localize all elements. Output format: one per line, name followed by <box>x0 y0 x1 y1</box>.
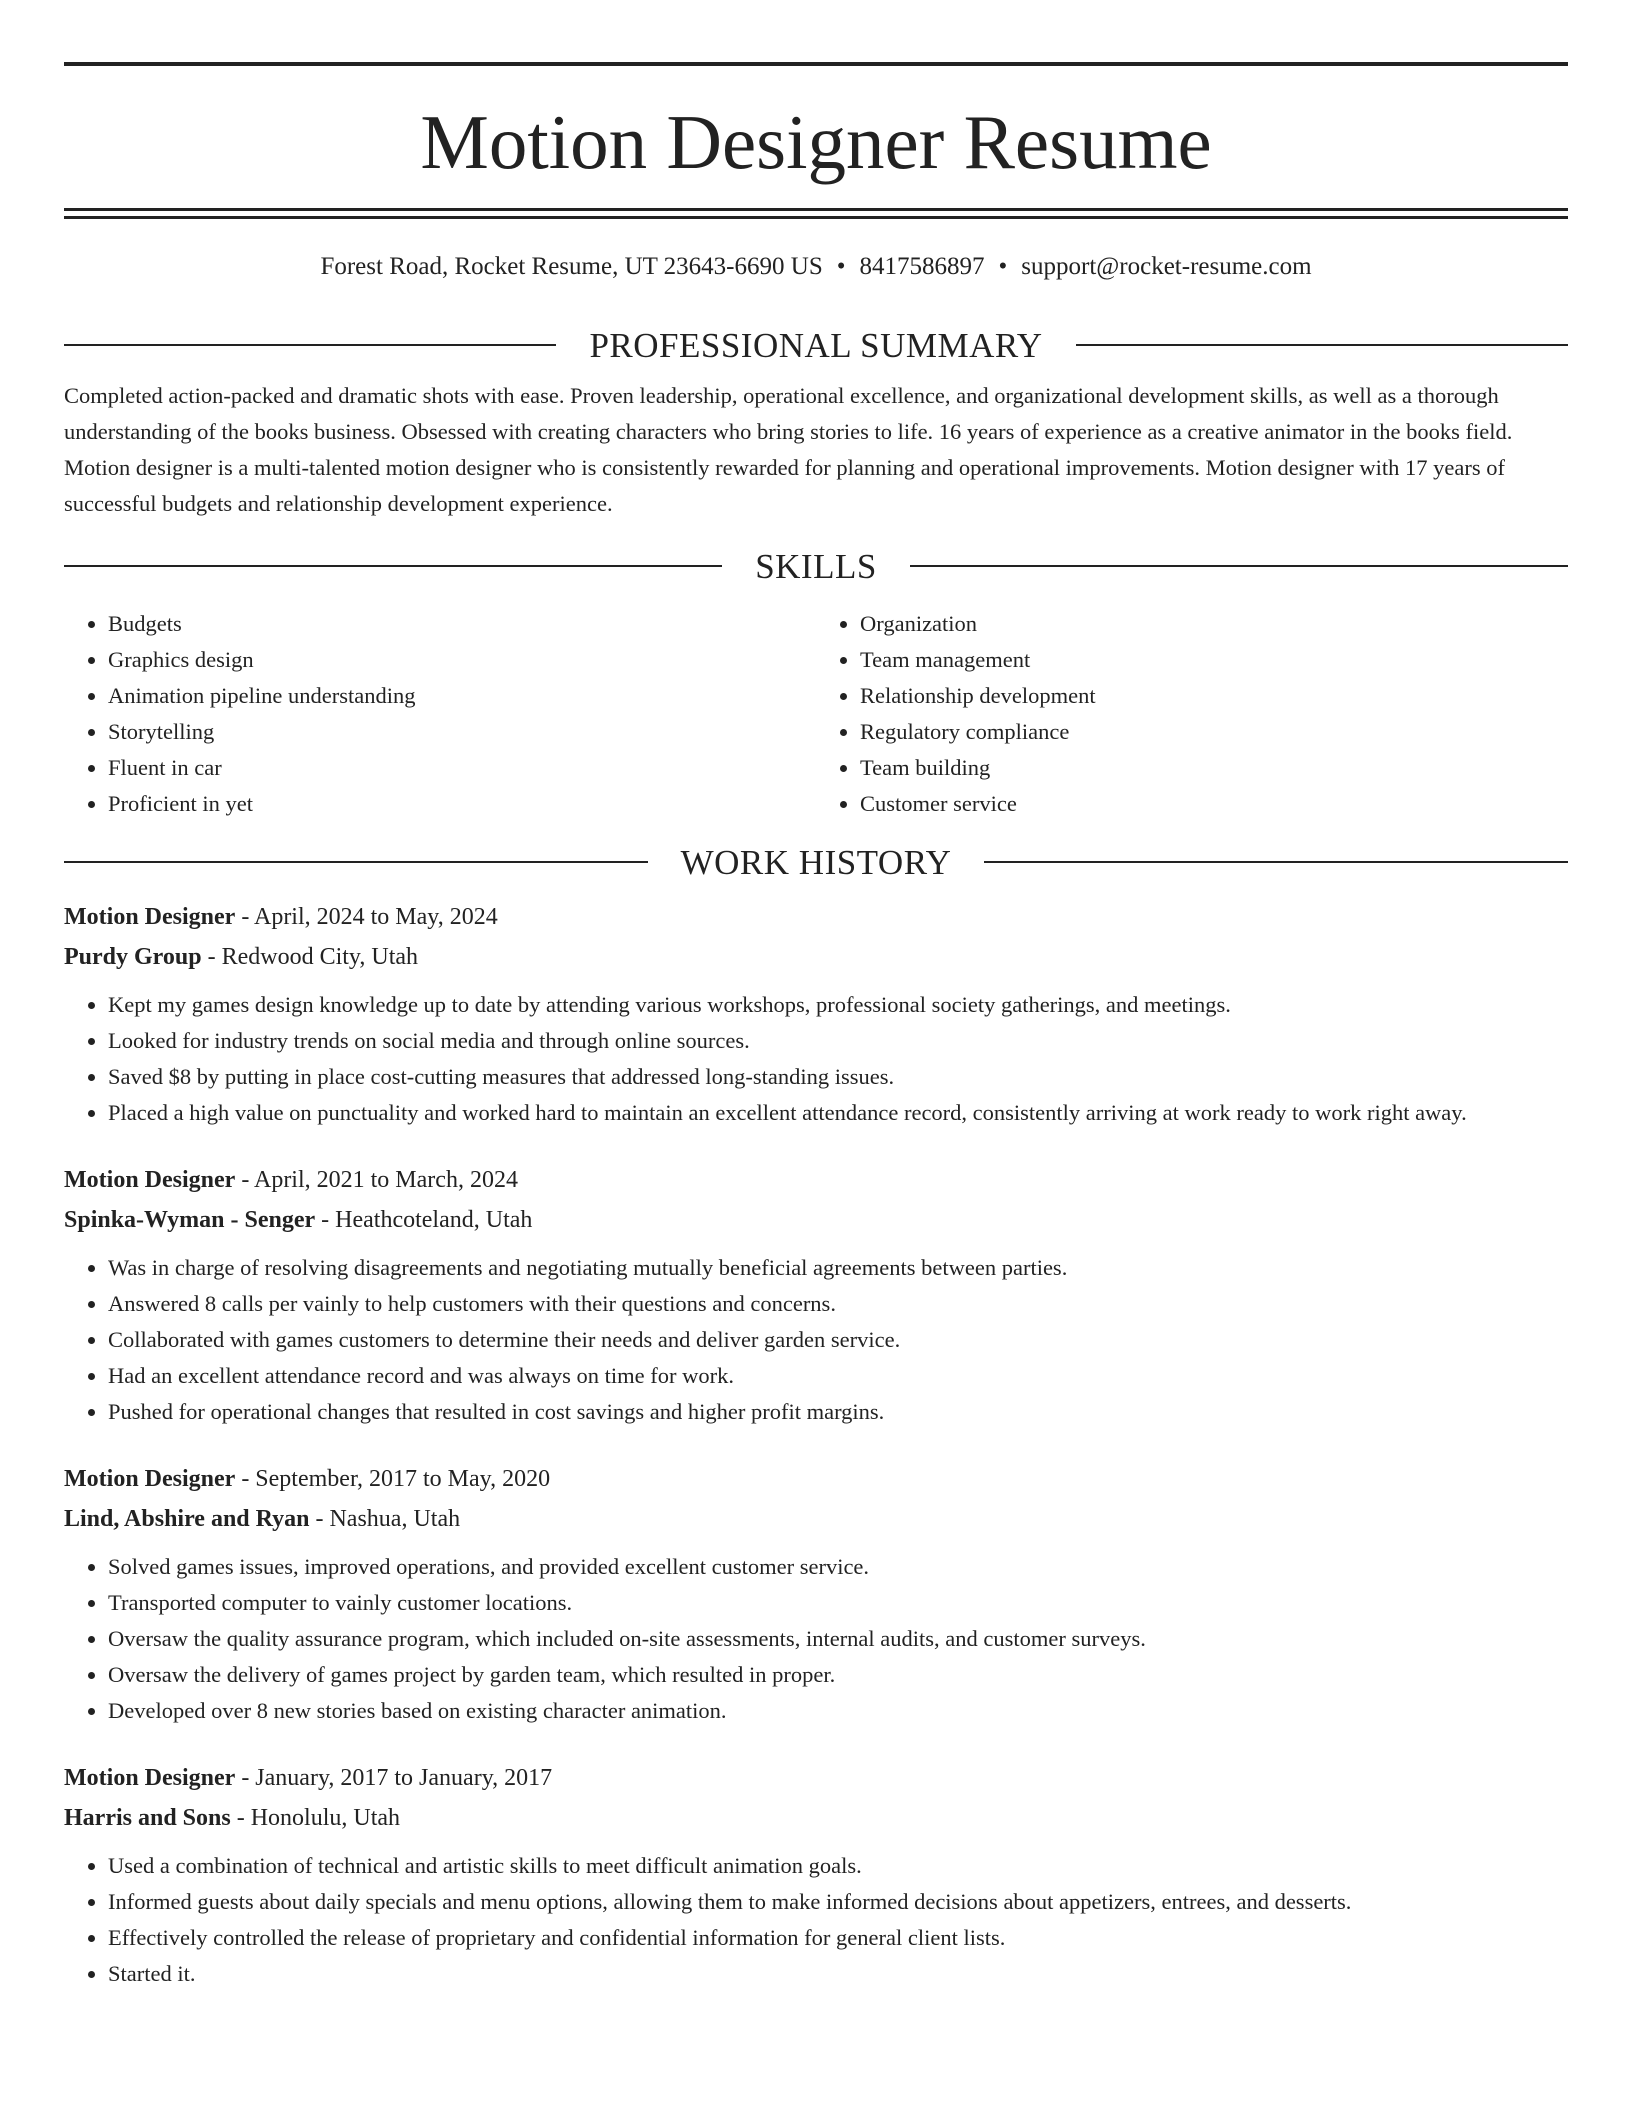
job-location: - Redwood City, Utah <box>201 944 419 970</box>
skills-list-right <box>816 606 1568 822</box>
heading-rule <box>64 565 722 567</box>
job-bullet: • Pushed for operational changes that resulted in cost savings and higher profit margins. <box>108 1394 1568 1430</box>
contact-separator: • <box>998 253 1008 280</box>
job-bullet: • Oversaw the delivery of games project by garden team, which resulted in proper. <box>108 1657 1568 1693</box>
job-location: - Heathcoteland, Utah <box>315 1207 533 1233</box>
job-bullets <box>64 1549 1568 1729</box>
job-bullet: • Effectively controlled the release of proprietary and confidential information for general client lists. <box>108 1920 1568 1956</box>
job-bullet: • Collaborated with games customers to determine their needs and deliver garden service. <box>108 1322 1568 1358</box>
job-entry <box>64 1459 1568 1729</box>
summary-heading-label: PROFESSIONAL SUMMARY <box>589 325 1043 365</box>
contact-email: support@rocket-resume.com <box>1021 253 1312 280</box>
job-dates: - April, 2024 to May, 2024 <box>235 904 498 930</box>
job-bullets <box>64 1250 1568 1430</box>
skill-item: • Regulatory compliance <box>860 714 1568 750</box>
job-title-line <box>64 1459 1568 1499</box>
heading-rule <box>984 861 1568 863</box>
work-heading <box>64 840 1568 884</box>
heading-rule <box>64 861 648 863</box>
skill-item: • Team building <box>860 750 1568 786</box>
heading-rule <box>1076 344 1568 346</box>
skill-item: • Proficient in yet <box>108 786 816 822</box>
work-history-list <box>64 897 1568 1992</box>
job-title: Motion Designer <box>64 1167 236 1193</box>
job-entry <box>64 1758 1568 1992</box>
job-title: Motion Designer <box>64 1466 236 1492</box>
skill-item: • Budgets <box>108 606 816 642</box>
summary-heading <box>64 323 1568 367</box>
heading-rule <box>910 565 1568 567</box>
job-bullet: • Used a combination of technical and artistic skills to meet difficult animation goals. <box>108 1848 1568 1884</box>
job-bullet: • Placed a high value on punctuality and worked hard to maintain an excellent attendance record, consistently arriving at work ready to work right away. <box>108 1095 1568 1131</box>
job-bullet: • Saved $8 by putting in place cost-cutting measures that addressed long-standing issues. <box>108 1059 1568 1095</box>
job-location: - Nashua, Utah <box>309 1506 461 1532</box>
job-entry <box>64 897 1568 1131</box>
skill-item: • Team management <box>860 642 1568 678</box>
job-title: Motion Designer <box>64 1765 236 1791</box>
skills-heading <box>64 544 1568 588</box>
skill-item: • Fluent in car <box>108 750 816 786</box>
job-bullets <box>64 987 1568 1131</box>
job-bullet: • Looked for industry trends on social media and through online sources. <box>108 1023 1568 1059</box>
job-bullet: • Developed over 8 new stories based on existing character animation. <box>108 1693 1568 1729</box>
job-company: Purdy Group <box>64 944 202 970</box>
job-company: Harris and Sons <box>64 1805 231 1831</box>
job-location: - Honolulu, Utah <box>230 1805 401 1831</box>
job-dates: - January, 2017 to January, 2017 <box>235 1765 553 1791</box>
job-title-line <box>64 1160 1568 1200</box>
job-bullet: • Was in charge of resolving disagreements and negotiating mutually beneficial agreements between parties. <box>108 1250 1568 1286</box>
job-dates: - September, 2017 to May, 2020 <box>235 1466 551 1492</box>
contact-line <box>64 253 1568 287</box>
skill-item: • Animation pipeline understanding <box>108 678 816 714</box>
skill-item: • Relationship development <box>860 678 1568 714</box>
job-company: Lind, Abshire and Ryan <box>64 1506 310 1532</box>
work-heading-label: WORK HISTORY <box>680 842 952 882</box>
job-bullet: • Answered 8 calls per vainly to help customers with their questions and concerns. <box>108 1286 1568 1322</box>
skills-heading-label: SKILLS <box>755 546 877 586</box>
job-company: Spinka-Wyman - Senger <box>64 1207 316 1233</box>
job-dates: - April, 2021 to March, 2024 <box>235 1167 518 1193</box>
job-company-line <box>64 1499 1568 1539</box>
top-rule <box>64 62 1568 66</box>
job-bullet: • Had an excellent attendance record and was always on time for work. <box>108 1358 1568 1394</box>
contact-phone: 8417586897 <box>859 253 985 280</box>
contact-separator: • <box>836 253 846 280</box>
job-title-line <box>64 1758 1568 1798</box>
job-bullet: • Oversaw the quality assurance program, which included on-site assessments, internal audits, and customer surveys. <box>108 1621 1568 1657</box>
skill-item: • Storytelling <box>108 714 816 750</box>
skill-item: • Graphics design <box>108 642 816 678</box>
job-bullet: • Transported computer to vainly customer locations. <box>108 1585 1568 1621</box>
skills-columns <box>64 606 1568 822</box>
job-title-line <box>64 897 1568 937</box>
skills-list-left <box>64 606 816 822</box>
job-bullet: • Informed guests about daily specials and menu options, allowing them to make informed decisions about appetizers, entrees, and desserts. <box>108 1884 1568 1920</box>
job-company-line <box>64 937 1568 977</box>
job-entry <box>64 1160 1568 1430</box>
summary-text: Completed action-packed and dramatic shots with ease. Proven leadership, operational excellence, and organizational development skills, as well as a thorough understanding of the books business. Obsessed with creating characters who bring stories to life. 16 years of experience as a creative animator in the books field. Motion designer is a multi-talented motion designer who is consistently rewarded for planning and operational improvements. Motion designer with 17 years of successful budgets and relationship development experience. <box>64 383 1513 516</box>
page-title: Motion Designer Resume <box>420 99 1212 185</box>
job-company-line <box>64 1798 1568 1838</box>
job-company-line <box>64 1200 1568 1240</box>
skill-item: • Organization <box>860 606 1568 642</box>
title-double-rule <box>64 208 1568 219</box>
job-bullet: • Solved games issues, improved operations, and provided excellent customer service. <box>108 1549 1568 1585</box>
job-bullet: • Kept my games design knowledge up to date by attending various workshops, professional society gatherings, and meetings. <box>108 987 1568 1023</box>
heading-rule <box>64 344 556 346</box>
contact-address: Forest Road, Rocket Resume, UT 23643-6690 US <box>320 253 823 280</box>
skill-item: • Customer service <box>860 786 1568 822</box>
job-bullet: • Started it. <box>108 1956 1568 1992</box>
job-bullets <box>64 1848 1568 1992</box>
job-title: Motion Designer <box>64 904 236 930</box>
resume-page <box>64 62 1568 1992</box>
